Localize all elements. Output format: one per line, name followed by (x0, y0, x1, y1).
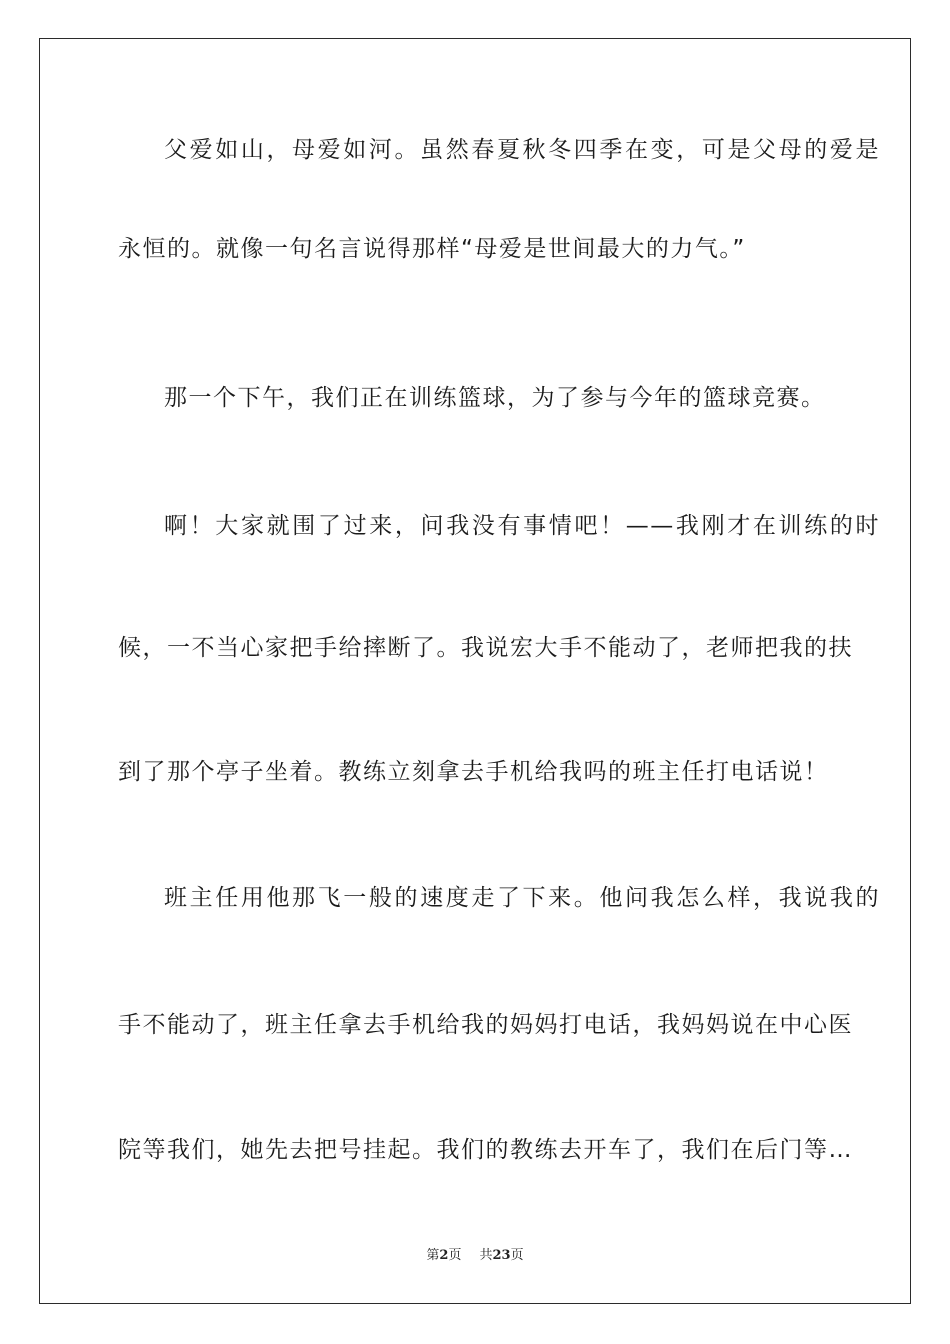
paragraph-3-line-2: 候，一不当心家把手给摔断了。我说宏大手不能动了，老师把我的扶 (118, 635, 853, 661)
paragraph-1-line-2: 永恒的。就像一句名言说得那样“母爱是世间最大的力气。” (118, 236, 746, 262)
page-footer (0, 1247, 950, 1265)
page-number: 2 (439, 1248, 449, 1263)
paragraph-4-line-3: 院等我们，她先去把号挂起。我们的教练去开车了，我们在后门等… (118, 1137, 853, 1163)
page-suffix: 页 (448, 1248, 462, 1263)
page-border (39, 38, 911, 1304)
total-suffix: 页 (510, 1248, 524, 1263)
paragraph-3-line-3: 到了那个亭子坐着。教练立刻拿去手机给我吗的班主任打电话说！ (118, 759, 829, 785)
paragraph-4-line-2: 手不能动了，班主任拿去手机给我的妈妈打电话，我妈妈说在中心医 (118, 1012, 853, 1038)
total-pages: 23 (492, 1248, 511, 1263)
paragraph-2-line-1: 那一个下午，我们正在训练篮球，为了参与今年的篮球竞赛。 (164, 385, 826, 411)
page-prefix: 第 (426, 1248, 440, 1263)
paragraph-4-line-1: 班主任用他那飞一般的速度走了下来。他问我怎么样，我说我的 (164, 885, 880, 911)
paragraph-1-line-1: 父爱如山，母爱如河。虽然春夏秋冬四季在变，可是父母的爱是 (164, 137, 880, 163)
total-prefix: 共 (479, 1248, 493, 1263)
paragraph-3-line-1: 啊！大家就围了过来，问我没有事情吧！——我刚才在训练的时 (164, 513, 880, 539)
